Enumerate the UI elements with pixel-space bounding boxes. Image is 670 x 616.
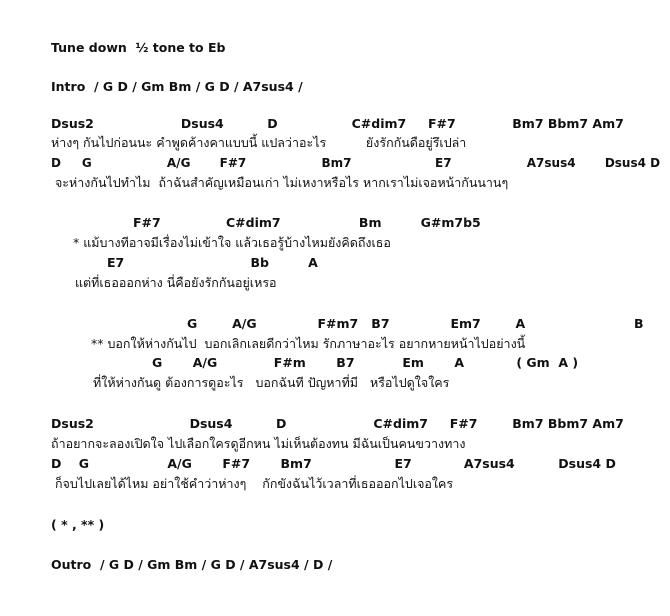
verse2-chords-1: Dsus2 Dsus4 D C#dim7 F#7 Bm7 Bbm7 Am7: [51, 416, 624, 431]
chorus2-chords-1: G A/G F#m7 B7 Em7 A B: [187, 316, 644, 331]
verse2-lyrics-1: ถ้าอยากจะลองเปิดใจ ไปเลือกใครดูอีกหน ไม่เห็นต้องทน มีฉันเป็นคนขวางทาง: [51, 436, 466, 451]
chorus2-chords-2: G A/G F#m B7 Em A ( Gm A ): [152, 355, 579, 370]
chorus1-lyrics-2: แต่ที่เธอออกห่าง นี่คือยังรักกันอยู่เหรอ: [75, 275, 277, 290]
verse1-chords-2: D G A/G F#7 Bm7 E7 A7sus4 Dsus4 D: [51, 156, 661, 170]
tuning-note: Tune down ½ tone to Eb: [51, 40, 226, 55]
intro-line: Intro / G D / Gm Bm / G D / A7sus4 /: [51, 79, 303, 94]
chorus2-lyrics-2: ที่ให้ห่างกันดู ต้องการดูอะไร บอกฉันที ปัญหาที่มี หรือไปดูใจใคร: [93, 375, 450, 390]
chorus1-chords-1: F#7 C#dim7 Bm G#m7b5: [133, 215, 481, 230]
verse2-chords-2: D G A/G F#7 Bm7 E7 A7sus4 Dsus4 D: [51, 456, 616, 471]
verse1-lyrics-2: จะห่างกันไปทำไม ถ้าฉันสำคัญเหมือนเก่า ไม่เหงาหรือไร หากเราไม่เจอหน้ากันนานๆ: [51, 175, 509, 190]
verse1-chords-1: Dsus2 Dsus4 D C#dim7 F#7 Bm7 Bbm7 Am7: [51, 116, 624, 131]
outro-line: Outro / G D / Gm Bm / G D / A7sus4 / D /: [51, 557, 333, 572]
verse1-lyrics-1: ห่างๆ กันไปก่อนนะ คำพูดค้างคาแบบนี้ แปลว่าอะไร ยังรักกันดือยู่รึเปล่า: [51, 135, 467, 150]
chorus1-chords-2: E7 Bb A: [107, 255, 318, 270]
chorus2-lyrics-1: ** บอกให้ห่างกันไป บอกเลิกเลยดีกว่าไหม รักภาษาอะไร อยากหายหน้าไปอย่างนี้: [91, 336, 526, 351]
repeat-marker: ( * , ** ): [51, 517, 105, 532]
verse2-lyrics-2: ก็จบไปเลยได้ไหม อย่าใช้คำว่าห่างๆ กักขังฉันไว้เวลาที่เธอออกไปเจอใคร: [51, 476, 454, 491]
chorus1-lyrics-1: * แม้บางทีอาจมีเรื่องไม่เข้าใจ แล้วเธอรู้บ้างไหมยังคิดถึงเธอ: [73, 235, 391, 250]
